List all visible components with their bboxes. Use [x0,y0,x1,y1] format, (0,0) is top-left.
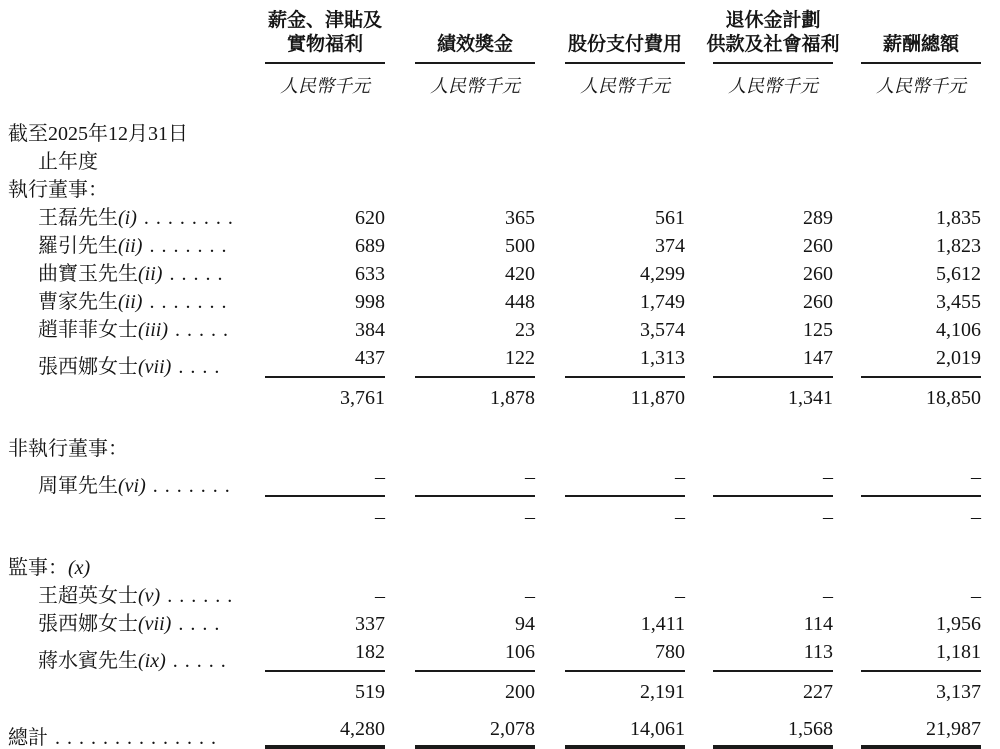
value-salary: 689 [355,235,385,257]
column-title: 退休金計劃 [725,10,821,31]
column-title: 供款及社會福利 [706,34,840,55]
period-line-2: 止年度 [38,151,98,173]
section-header-executive: 執行董事： [8,179,108,201]
grand-total-bonus: 2,078 [415,719,535,749]
subtotal-share-payment: 2,191 [640,681,685,703]
value-share-payment: – [675,585,685,607]
grand-total-label: 總計 . . . . . . . . . . . . . . [8,727,217,749]
period-row [8,145,981,173]
footnote-ref: (ix) [138,650,166,672]
section-header-row [8,432,981,460]
value-share-payment: 1,411 [640,613,685,635]
subtotal-share-payment: – [675,506,685,528]
value-bonus: 365 [505,207,535,229]
value-total: 5,612 [936,263,981,285]
value-bonus: 420 [505,263,535,285]
supervisor-row [8,607,981,635]
dot-leader: . . . . . [172,650,227,672]
supervisor-name: 王超英女士(v) . . . . . . [38,585,234,607]
subtotal-salary: – [375,506,385,528]
director-row [8,285,981,313]
value-share-payment: 1,313 [565,348,685,378]
value-total: 4,106 [936,319,981,341]
subtotal-share-payment: 11,870 [630,387,685,409]
value-share-payment: 561 [655,207,685,229]
supervisor-row [8,579,981,607]
column-title: 股份支付費用 [567,34,682,55]
currency-unit: 人民幣千元 [876,76,966,97]
value-pension: 114 [803,613,833,635]
currency-unit: 人民幣千元 [580,76,670,97]
value-salary: 998 [355,291,385,313]
value-share-payment: – [565,467,685,497]
currency-unit: 人民幣千元 [430,76,520,97]
value-total: 1,823 [936,235,981,257]
director-name: 周軍先生(vi) . . . . . . . [38,475,231,497]
value-pension: 125 [803,319,833,341]
subtotal-bonus: 200 [505,681,535,703]
dot-leader: . . . . [178,613,221,635]
footnote-ref: (x) [68,557,91,579]
supervisors-subtotal-row [8,672,981,703]
subtotal-salary: 519 [355,681,385,703]
double-rule [265,745,385,749]
value-bonus: 122 [415,348,535,378]
column-header-row [8,6,981,64]
value-share-payment: 374 [655,235,685,257]
footnote-ref: (ii) [118,235,143,257]
subtotal-total: – [971,506,981,528]
director-name: 曹家先生(ii) . . . . . . . [38,291,228,313]
currency-unit-row [8,64,981,99]
director-row [8,341,981,378]
footnote-ref: (v) [138,585,161,607]
value-total: 1,835 [936,207,981,229]
section-header-non-executive: 非執行董事： [8,438,128,460]
value-pension: – [823,585,833,607]
column-header-salary [245,6,385,64]
director-row [8,201,981,229]
currency-unit: 人民幣千元 [280,76,370,97]
column-title: 績效獎金 [436,34,513,55]
value-salary: 337 [355,613,385,635]
double-rule [861,745,981,749]
value-salary: 633 [355,263,385,285]
value-salary: 437 [265,348,385,378]
director-row [8,460,981,497]
director-name: 趙菲菲女士(iii) . . . . . [38,319,229,341]
subtotal-bonus: 1,878 [490,387,535,409]
section-header-row [8,173,981,201]
value-pension: 113 [713,642,833,672]
value-bonus: – [415,467,535,497]
dot-leader: . . . . . . . . [143,207,234,229]
value-share-payment: 1,749 [640,291,685,313]
subtotal-total: 3,137 [936,681,981,703]
value-share-payment: 4,299 [640,263,685,285]
grand-total-share-payment: 14,061 [565,719,685,749]
value-bonus: 500 [505,235,535,257]
double-rule [565,745,685,749]
non-executive-subtotal-row [8,497,981,528]
column-header-bonus [385,6,535,64]
dot-leader: . . . . . [169,263,224,285]
section-header-supervisors: 監事：(x) [8,557,91,579]
value-total: – [861,467,981,497]
supervisor-name: 蔣水賓先生(ix) . . . . . [38,650,227,672]
dot-leader: . . . . . . . . . . . . . . [55,727,217,749]
director-row [8,229,981,257]
director-name: 王磊先生(i) . . . . . . . . [38,207,234,229]
value-total: – [971,585,981,607]
value-share-payment: 780 [565,642,685,672]
period-line-1: 截至2025年12月31日 [8,123,188,145]
subtotal-total: 18,850 [926,387,981,409]
currency-unit: 人民幣千元 [728,76,818,97]
dot-leader: . . . . . . . [149,291,228,313]
value-salary: 182 [265,642,385,672]
subtotal-salary: 3,761 [340,387,385,409]
footnote-ref: (ii) [138,263,163,285]
double-rule [415,745,535,749]
director-name: 羅引先生(ii) . . . . . . . [38,235,228,257]
grand-total-total: 21,987 [861,719,981,749]
value-salary: – [265,467,385,497]
value-bonus: 448 [505,291,535,313]
column-title: 薪酬總額 [882,34,959,55]
column-header-total [833,6,981,64]
footnote-ref: (ii) [118,291,143,313]
footnote-ref: (i) [118,207,137,229]
value-share-payment: 3,574 [640,319,685,341]
value-pension: 260 [803,235,833,257]
value-total: 1,956 [936,613,981,635]
value-pension: 289 [803,207,833,229]
value-total: 2,019 [861,348,981,378]
supervisor-name: 張西娜女士(vii) . . . . [38,613,221,635]
dot-leader: . . . . . . . [152,475,231,497]
value-pension: 260 [803,291,833,313]
value-total: 1,181 [861,642,981,672]
director-row [8,313,981,341]
value-pension: – [713,467,833,497]
section-header-row [8,551,981,579]
period-row [8,117,981,145]
value-bonus: 106 [415,642,535,672]
dot-leader: . . . . . . [167,585,234,607]
value-pension: 260 [803,263,833,285]
double-rule [713,745,833,749]
column-header-share-payment [535,6,685,64]
value-total: 3,455 [936,291,981,313]
footnote-ref: (vi) [118,475,146,497]
column-title: 實物福利 [286,34,363,55]
grand-total-salary: 4,280 [265,719,385,749]
spacer-row [8,99,981,117]
footnote-ref: (iii) [138,319,168,341]
grand-total-row [8,703,981,749]
grand-total-pension: 1,568 [713,719,833,749]
value-bonus: 94 [515,613,535,635]
footnote-ref: (vii) [138,356,172,378]
value-salary: 384 [355,319,385,341]
subtotal-pension: 1,341 [788,387,833,409]
director-row [8,257,981,285]
subtotal-pension: 227 [803,681,833,703]
value-pension: 147 [713,348,833,378]
column-header-pension [685,6,840,64]
remuneration-table [8,6,981,749]
supervisor-row [8,635,981,672]
dot-leader: . . . . [178,356,221,378]
header-spacer [8,6,245,64]
dot-leader: . . . . . . . [149,235,228,257]
value-salary: 620 [355,207,385,229]
executive-subtotal-row [8,378,981,409]
value-bonus: 23 [515,319,535,341]
spacer-row [8,528,981,551]
director-name: 張西娜女士(vii) . . . . [38,356,221,378]
footnote-ref: (vii) [138,613,172,635]
dot-leader: . . . . . [175,319,229,341]
subtotal-pension: – [823,506,833,528]
spacer-row [8,409,981,432]
column-title: 薪金、津貼及 [267,10,382,31]
subtotal-bonus: – [525,506,535,528]
value-bonus: – [525,585,535,607]
value-salary: – [375,585,385,607]
director-name: 曲寶玉先生(ii) . . . . . [38,263,224,285]
